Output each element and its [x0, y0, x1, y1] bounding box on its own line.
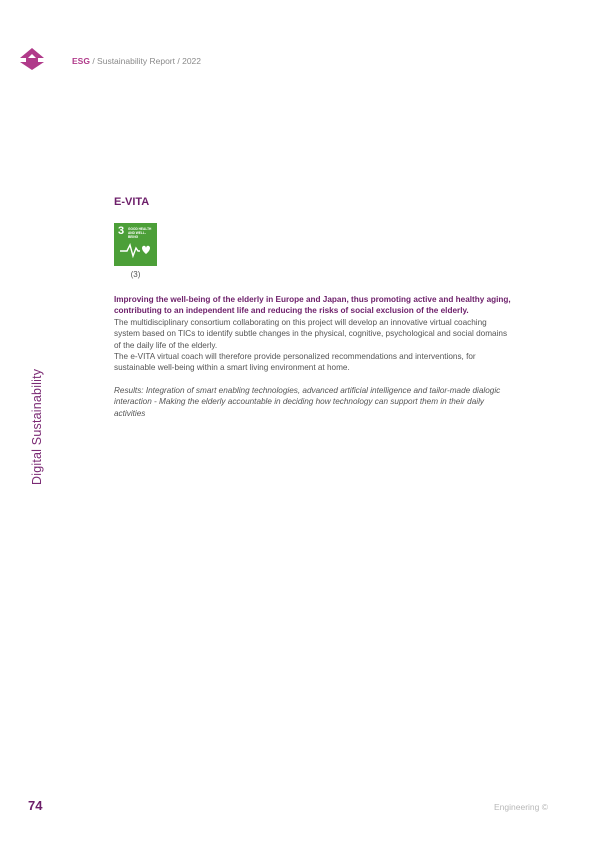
company-logo-icon [20, 48, 44, 70]
sdg-label: GOOD HEALTH AND WELL-BEING [128, 227, 152, 239]
header-report-title: Sustainability Report / 2022 [97, 56, 201, 66]
report-header [72, 56, 201, 66]
footer-company: Engineering © [494, 802, 548, 812]
page-number: 74 [28, 798, 43, 813]
project-title: E-VITA [114, 196, 150, 208]
section-side-label: Digital Sustainability [30, 368, 44, 485]
project-lead: Improving the well-being of the elderly in Europe and Japan, thus promoting active and healthy aging, contributing to an independent life and reducing the risks of social exclusion of the elderly. [114, 295, 511, 316]
heartbeat-icon [120, 242, 152, 258]
project-results: Results: Integration of smart enabling technologies, advanced artificial intelligence and tailor-made dialogic interaction - Making the elderly accountable in deciding how technology can support them in their daily activities [114, 385, 501, 418]
project-paragraph-1: The multidisciplinary consortium collaborating on this project will develop an innovative virtual coaching system based on TICs to identify subtle changes in the physical, cognitive, psychological and social domains of the daily life of the elderly. [114, 317, 508, 350]
header-brand: ESG [72, 56, 90, 66]
header-separator: / [89, 56, 98, 66]
project-description [114, 294, 514, 419]
sdg-caption: (3) [130, 270, 141, 279]
sdg-goal-badge [114, 223, 157, 266]
project-paragraph-2: The e-VITA virtual coach will therefore provide personalized recommendations and interventions, for sustainable well-being within a smart living environment at home. [114, 352, 476, 373]
sdg-number: 3 [118, 225, 125, 237]
